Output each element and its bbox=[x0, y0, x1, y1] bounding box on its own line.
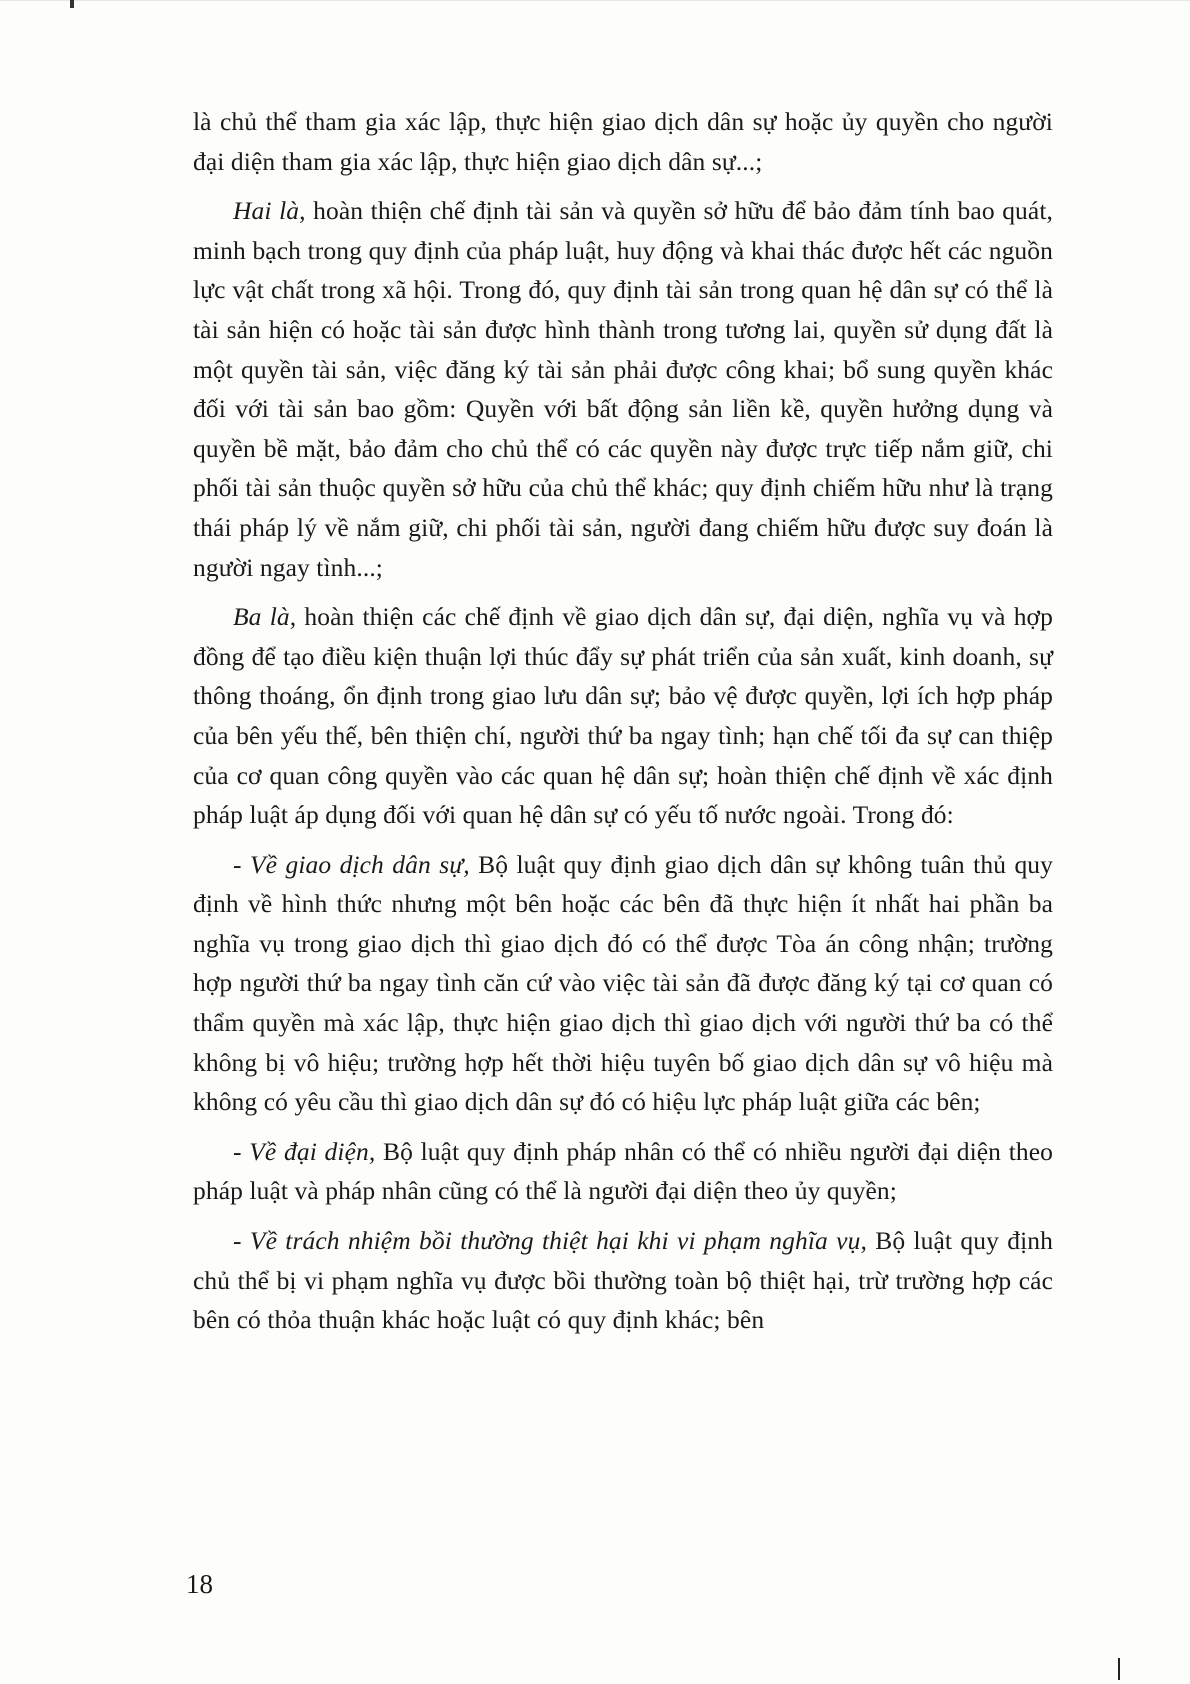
paragraph-text: Bộ luật quy định giao dịch dân sự không tuân thủ quy định về hình thức nhưng một bên hoặc các bên đã thực hiện ít nhất hai phần ba nghĩa vụ trong giao dịch thì giao dịch đó có thể được Tòa án công nhận; trường hợp người thứ ba ngay tình căn cứ vào việc tài sản đã được đăng ký tại cơ quan có thẩm quyền mà xác lập, thực hiện giao dịch thì giao dịch với người thứ ba có thể không bị vô hiệu; trường hợp hết thời hiệu tuyên bố giao dịch dân sự vô hiệu mà không có yêu cầu thì giao dịch dân sự đó có hiệu lực pháp luật giữa các bên; bbox=[193, 849, 1053, 1117]
scan-edge-line bbox=[0, 0, 1190, 1]
paragraph-continuation bbox=[193, 102, 1053, 181]
paragraph-lead: - Về trách nhiệm bồi thường thiệt hại khi vi phạm nghĩa vụ, bbox=[233, 1226, 867, 1256]
paragraph-lead: Hai là, bbox=[233, 196, 306, 226]
paragraph-text: hoàn thiện các chế định về giao dịch dân sự, đại diện, nghĩa vụ và hợp đồng để tạo điều kiện thuận lợi thúc đẩy sự phát triển của sản xuất, kinh doanh, sự thông thoáng, ổn định trong giao lưu dân sự; bảo vệ được quyền, lợi ích hợp pháp của bên yếu thế, bên thiện chí, người thứ ba ngay tình; hạn chế tối đa sự can thiệp của cơ quan công quyền vào các quan hệ dân sự; hoàn thiện chế định về xác định pháp luật áp dụng đối với quan hệ dân sự có yếu tố nước ngoài. Trong đó: bbox=[193, 602, 1053, 830]
paragraph-hai-la bbox=[193, 191, 1053, 587]
paragraph-text: Bộ luật quy định chủ thể bị vi phạm nghĩa vụ được bồi thường toàn bộ thiệt hại, trừ trường hợp các bên có thỏa thuận khác hoặc luật có quy định khác; bên bbox=[193, 1226, 1053, 1335]
paragraph-text: là chủ thể tham gia xác lập, thực hiện giao dịch dân sự hoặc ủy quyền cho người đại diện tham gia xác lập, thực hiện giao dịch dân sự...; bbox=[193, 107, 1053, 176]
paragraph-dai-dien bbox=[193, 1132, 1053, 1211]
page-number: 18 bbox=[186, 1569, 213, 1599]
paragraph-lead: Ba là, bbox=[233, 602, 297, 632]
scan-corner-mark bbox=[1118, 1658, 1120, 1680]
paragraph-text: hoàn thiện chế định tài sản và quyền sở hữu để bảo đảm tính bao quát, minh bạch trong quy định của pháp luật, huy động và khai thác được hết các nguồn lực vật chất trong xã hội. Trong đó, quy định tài sản trong quan hệ dân sự có thể là tài sản hiện có hoặc tài sản được hình thành trong tương lai, quyền sử dụng đất là một quyền tài sản, việc đăng ký tài sản phải được công khai; bổ sung quyền khác đối với tài sản bao gồm: Quyền với bất động sản liền kề, quyền hưởng dụng và quyền bề mặt, bảo đảm cho chủ thể có các quyền này được trực tiếp nắm giữ, chi phối tài sản thuộc quyền sở hữu của chủ thể khác; quy định chiếm hữu như là trạng thái pháp lý về nắm giữ, chi phối tài sản, người đang chiếm hữu được suy đoán là người ngay tình...; bbox=[193, 196, 1053, 582]
scan-corner-mark bbox=[70, 0, 74, 8]
paragraph-lead: - Về đại diện, bbox=[233, 1136, 376, 1166]
paragraph-lead: - Về giao dịch dân sự, bbox=[233, 849, 470, 879]
body-text bbox=[193, 102, 1053, 1350]
paragraph-ba-la bbox=[193, 597, 1053, 835]
paragraph-trach-nhiem-boi-thuong bbox=[193, 1221, 1053, 1340]
paragraph-giao-dich-dan-su bbox=[193, 845, 1053, 1122]
paragraph-text: Bộ luật quy định pháp nhân có thể có nhiều người đại diện theo pháp luật và pháp nhân cũng có thể là người đại diện theo ủy quyền; bbox=[193, 1136, 1053, 1206]
